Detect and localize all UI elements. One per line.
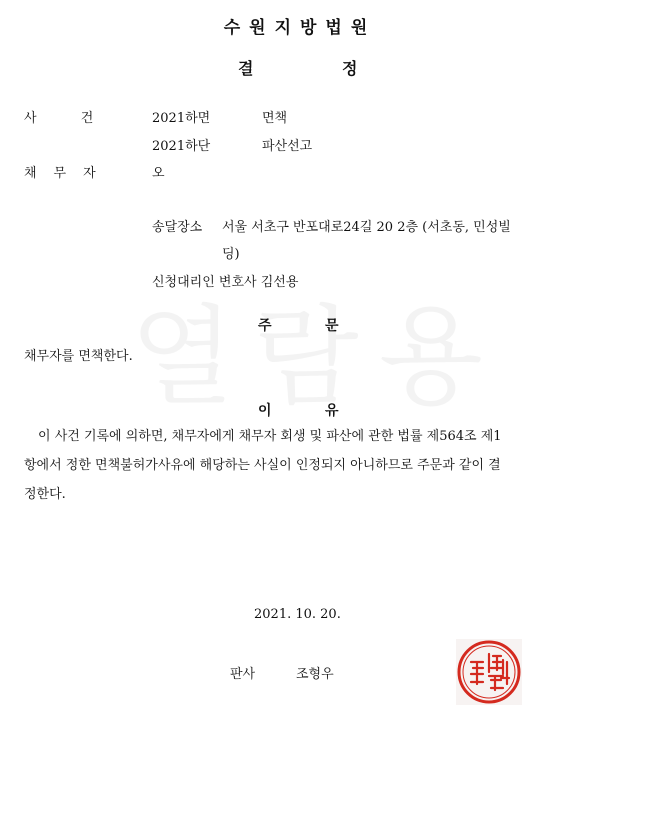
- judge-title: 판사: [230, 667, 256, 682]
- order-text: 채무자를 면책한다.: [24, 349, 133, 364]
- judge-name: 조형우: [296, 667, 334, 682]
- court-name: 수원지방법원: [223, 18, 377, 38]
- case-name-2: 파산선고: [262, 139, 313, 154]
- address-line1: 서울 서초구 반포대로24길 20 2층 (서초동, 민성빌: [222, 220, 511, 235]
- reason-line-3: 정한다.: [24, 487, 66, 502]
- reason-line-2: 항에서 정한 면책불허가사유에 해당하는 사실이 인정되지 아니하므로 주문과 같이 결: [24, 458, 501, 473]
- case-number-1: 2021하면: [152, 111, 211, 126]
- address-line2: 딩): [222, 247, 240, 262]
- reason-line-1: 이 사건 기록에 의하면, 채무자에게 채무자 회생 및 파산에 관한 법률 제564조 제1: [38, 429, 502, 444]
- debtor-name: 오: [152, 166, 165, 181]
- document-title-part1: 결: [238, 59, 254, 78]
- document-title-part2: 정: [342, 59, 358, 78]
- watermark: [130, 270, 503, 425]
- judge-seal: [455, 638, 523, 706]
- order-heading-part1: 주: [258, 318, 272, 334]
- case-label: 사 건: [24, 111, 114, 126]
- address-label: 송달장소: [152, 220, 203, 235]
- attorney: 신청대리인 변호사 김선용: [152, 275, 299, 290]
- order-heading-part2: 문: [325, 318, 339, 334]
- reason-heading-part2: 유: [325, 403, 339, 419]
- reason-paragraph: [24, 422, 584, 509]
- case-number-2: 2021하단: [152, 139, 211, 154]
- decision-date: 2021. 10. 20.: [254, 607, 341, 622]
- debtor-label: 채무자: [24, 166, 113, 181]
- reason-heading-part1: 이: [258, 403, 272, 419]
- case-name-1: 면책: [262, 111, 288, 126]
